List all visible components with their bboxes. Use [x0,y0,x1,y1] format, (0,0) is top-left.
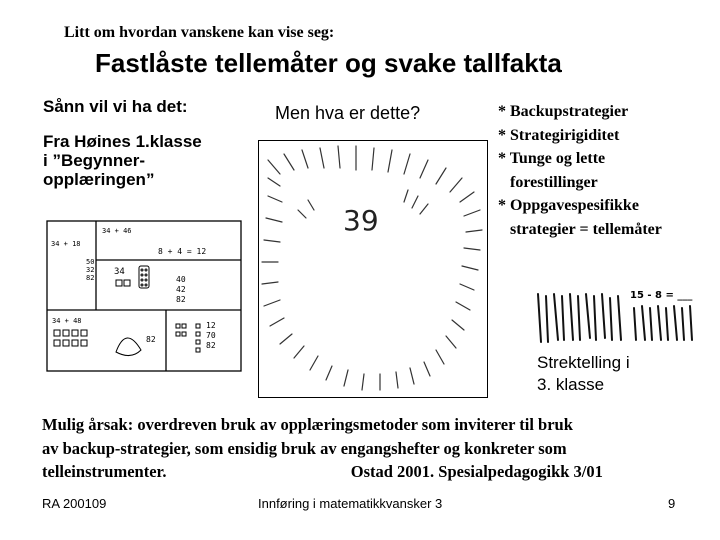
worksheet-bottom-num-3: 82 [206,341,216,350]
tally-drawing-image [258,140,488,398]
cause-line-1: Mulig årsak: overdreven bruk av opplæringsmetoder som inviterer til bruk [42,415,573,434]
worksheet-equation: 8 + 4 = 12 [158,247,207,256]
tally-strokes-image [530,284,700,348]
strategy-list [498,100,662,241]
cause-paragraph [42,413,702,484]
worksheet-result: 82 [146,335,156,344]
worksheet-right-num-1: 40 [176,275,186,284]
worksheet-bottom-num-1: 12 [206,321,216,330]
cause-line-3 [42,460,702,484]
figure-caption [537,352,630,396]
left-sub-line-1: Fra Høines 1.klasse [43,132,202,151]
worksheet-big-number: 34 [114,267,125,277]
worksheet-right-num-2: 42 [176,285,186,294]
strategy-item-3: * Tunge og lette [498,150,606,167]
tally-equation: 15 - 8 = ___ [630,290,693,301]
footer-course-title: Innføring i matematikkvansker 3 [258,496,443,511]
strategy-item-4: forestillinger [498,173,598,191]
footer-date: RA 200109 [42,496,107,511]
worksheet-small-sum: 34 + 48 [52,317,82,325]
strategy-item-1: * Backupstrategier [498,103,629,120]
tally-number: 39 [343,204,379,237]
left-sub-line-3: opplæringen” [43,170,155,189]
caption-line-2: 3. klasse [537,375,605,394]
slide-kicker: Litt om hvordan vanskene kan vise seg: [64,24,335,41]
cause-line-2: av backup-strategier, som ensidig bruk av engangshefter og konkreter som [42,438,567,458]
left-sub-line-2: i ”Begynner- [43,151,146,170]
slide-title: Fastlåste tellemåter og svake tallfakta [95,48,562,78]
page-number: 9 [668,496,676,511]
hoines-worksheet-image [46,220,242,372]
strategy-item-5: * Oppgavespesifikke [498,197,639,214]
worksheet-mid-num-2: 32 [86,266,95,274]
worksheet-right-num-3: 82 [176,295,186,304]
caption-line-1: Strektelling i [537,353,630,372]
strategy-item-2: * Strategirigiditet [498,126,620,144]
citation: Ostad 2001. Spesialpedagogikk 3/01 [350,462,603,481]
worksheet-sum-2: 34 + 46 [102,227,132,235]
left-heading: Sånn vil vi ha det: [43,97,188,116]
worksheet-mid-num-1: 50 [86,258,95,266]
worksheet-sum-1: 34 + 18 [51,240,81,248]
strategy-item-6: strategier = tellemåter [498,220,662,238]
cause-line-3-text: telleinstrumenter. [42,462,167,481]
worksheet-mid-num-3: 82 [86,274,95,282]
worksheet-bottom-num-2: 70 [206,331,216,340]
left-subheading [43,132,258,189]
middle-heading: Men hva er dette? [275,103,421,123]
